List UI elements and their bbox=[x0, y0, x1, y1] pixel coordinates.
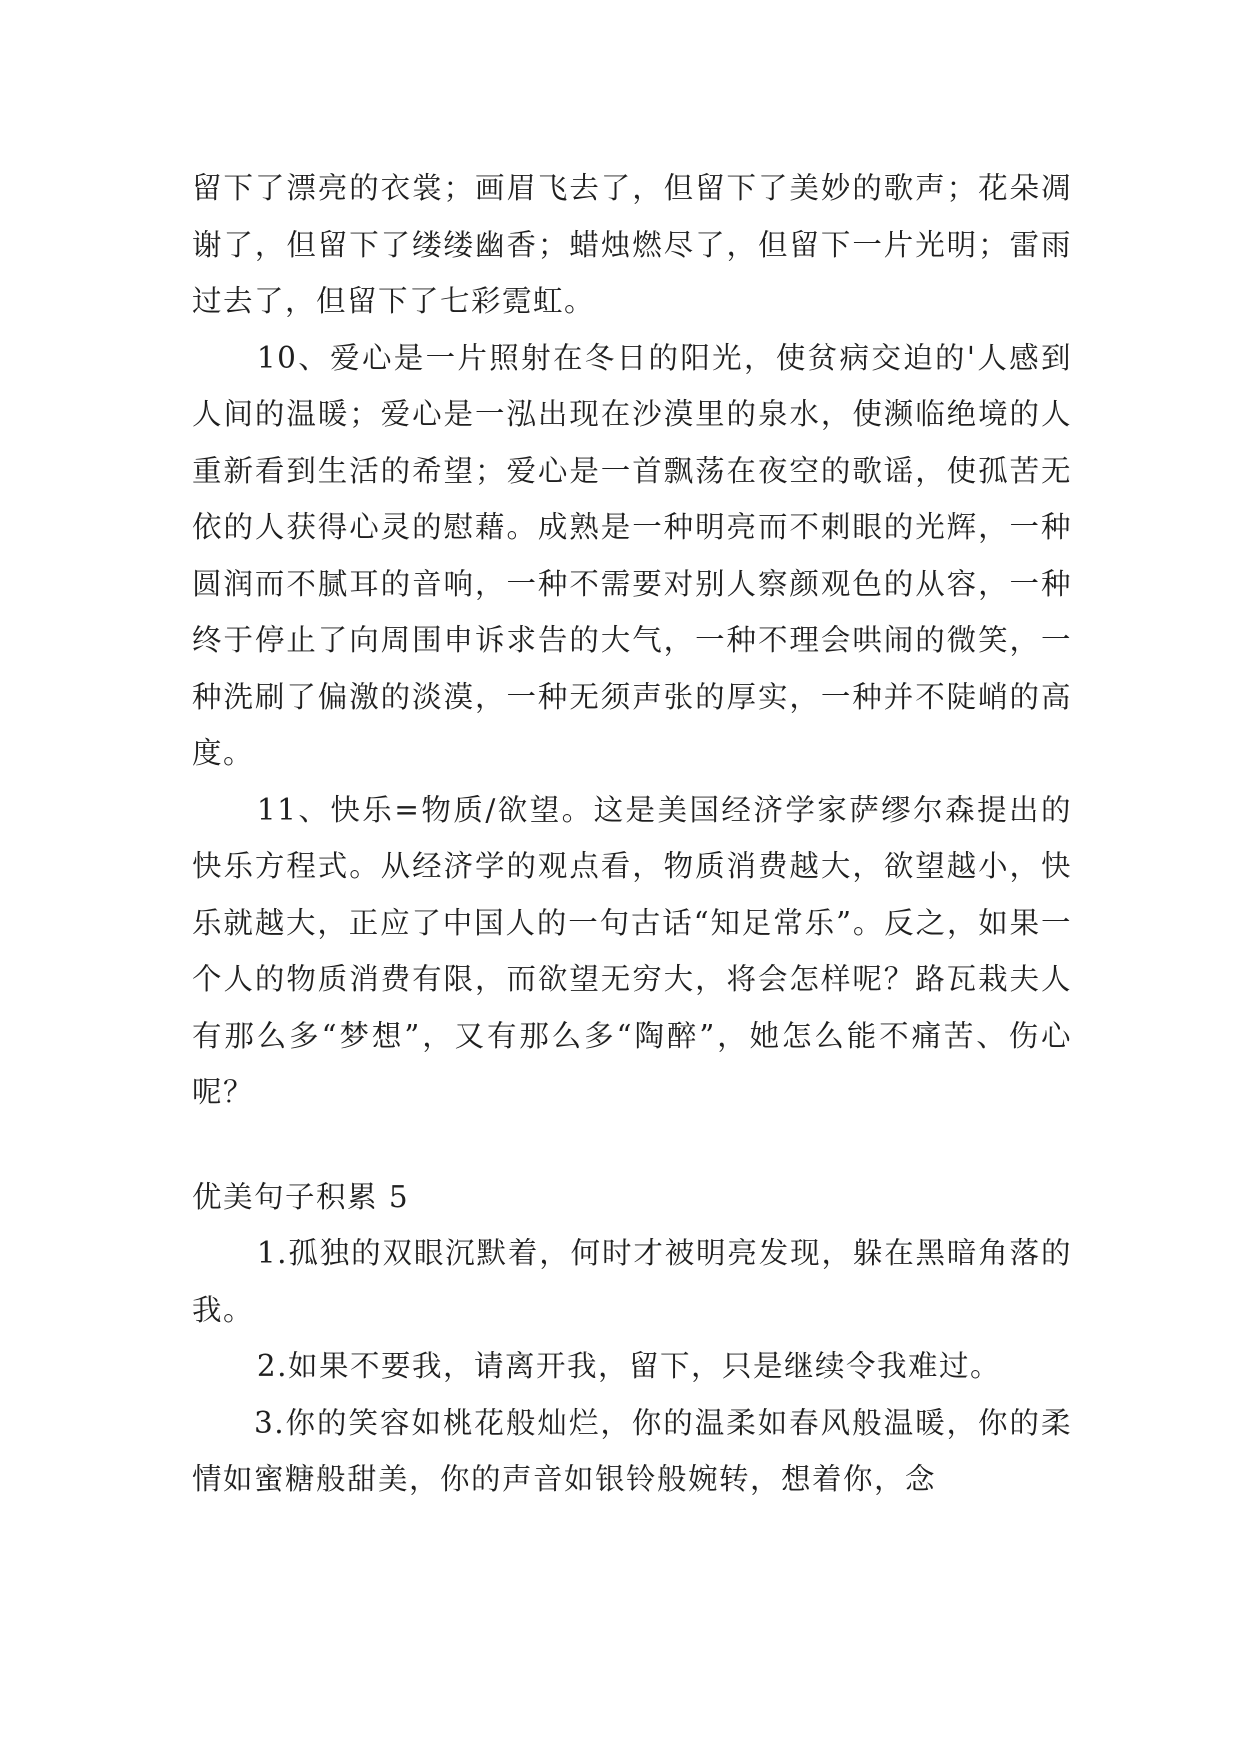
section-item-1: 1.孤独的双眼沉默着，何时才被明亮发现，躲在黑暗角落的我。 bbox=[192, 1236, 1072, 1327]
section-heading: 优美句子积累 5 bbox=[192, 1179, 410, 1214]
document-body bbox=[192, 160, 1072, 1508]
paragraph-10: 10、爱心是一片照射在冬日的阳光，使贫病交迫的'人感到人间的温暖；爱心是一泓出现在沙漠里的泉水，使濒临绝境的人重新看到生活的希望；爱心是一首飘荡在夜空的歌谣，使孤苦无依的人获得心灵的慰藉。成熟是一种明亮而不刺眼的光辉，一种圆润而不腻耳的音响，一种不需要对别人察颜观色的从容，一种终于停止了向周围申诉求告的大气，一种不理会哄闹的微笑，一种洗刷了偏激的淡漠，一种无须声张的厚实，一种并不陡峭的高度。 bbox=[192, 340, 1072, 770]
section-item-2: 2.如果不要我，请离开我，留下，只是继续令我难过。 bbox=[256, 1349, 1002, 1383]
paragraph-continued: 留下了漂亮的衣裳；画眉飞去了，但留下了美妙的歌声；花朵凋谢了，但留下了缕缕幽香；蜡烛燃尽了，但留下一片光明；雷雨过去了，但留下了七彩霓虹。 bbox=[192, 171, 1072, 318]
paragraph-11: 11、快乐=物质/欲望。这是美国经济学家萨缪尔森提出的快乐方程式。从经济学的观点看，物质消费越大，欲望越小，快乐就越大，正应了中国人的一句古话“知足常乐”。反之，如果一个人的物质消费有限，而欲望无穷大，将会怎样呢？路瓦栽夫人有那么多“梦想”，又有那么多“陶醉”，她怎么能不痛苦、伤心呢？ bbox=[192, 792, 1072, 1109]
section-item-3: 3.你的笑容如桃花般灿烂，你的温柔如春风般温暖，你的柔情如蜜糖般甜美，你的声音如银铃般婉转，想着你，念 bbox=[192, 1405, 1072, 1496]
